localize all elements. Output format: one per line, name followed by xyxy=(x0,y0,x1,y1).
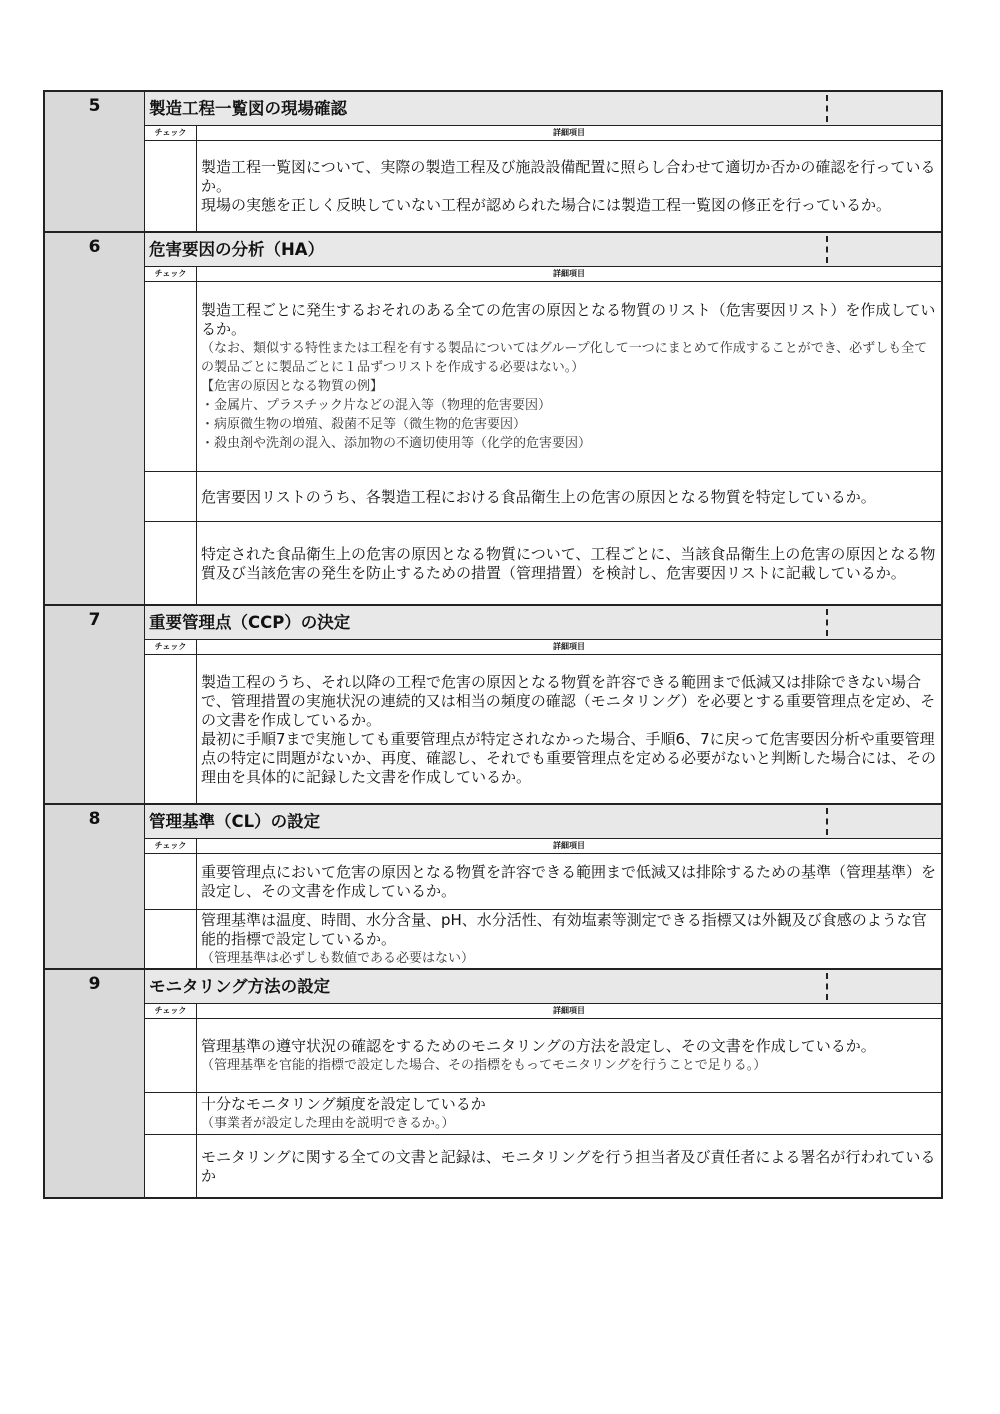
checklist-item xyxy=(145,522,941,604)
section-6 xyxy=(45,233,941,606)
check-cell[interactable] xyxy=(145,472,197,521)
check-column-header: チェック xyxy=(145,267,197,281)
check-cell[interactable] xyxy=(145,854,197,909)
checklist-item xyxy=(145,1093,941,1135)
section-title: 管理基準（CL）の設定 xyxy=(149,812,321,831)
result-cell[interactable] xyxy=(828,970,941,1003)
section-8 xyxy=(45,805,941,970)
check-cell[interactable] xyxy=(145,282,197,471)
section-title: モニタリング方法の設定 xyxy=(149,977,331,996)
check-cell[interactable] xyxy=(145,1135,197,1197)
section-number: 5 xyxy=(45,92,145,231)
check-column-header: チェック xyxy=(145,126,197,140)
checklist-item xyxy=(145,472,941,522)
item-detail-text: 製造工程一覧図について、実際の製造工程及び施設設備配置に照らし合わせて適切か否かの確認を行っているか。 現場の実態を正しく反映していない工程が認められた場合には製造工程一覧図の修正を行っているか。 xyxy=(201,158,936,214)
check-cell[interactable] xyxy=(145,522,197,604)
item-detail-text: 製造工程ごとに発生するおそれのある全ての危害の原因となる物質のリスト（危害要因リスト）を作成しているか。 xyxy=(201,301,936,338)
section-9 xyxy=(45,970,941,1197)
section-title: 製造工程一覧図の現場確認 xyxy=(149,99,347,118)
item-detail-text: 管理基準は温度、時間、水分含量、pH、水分活性、有効塩素等測定できる指標又は外観及び食感のような官能的指標で設定しているか。 xyxy=(201,911,927,948)
checklist-item xyxy=(145,1135,941,1197)
check-cell[interactable] xyxy=(145,910,197,968)
check-cell[interactable] xyxy=(145,655,197,803)
section-number: 9 xyxy=(45,970,145,1197)
result-cell[interactable] xyxy=(828,233,941,266)
detail-column-header: 詳細項目 xyxy=(553,128,585,137)
section-title: 重要管理点（CCP）の決定 xyxy=(149,613,351,632)
detail-column-header: 詳細項目 xyxy=(553,1006,585,1015)
result-cell[interactable] xyxy=(828,805,941,838)
result-cell[interactable] xyxy=(828,92,941,125)
item-detail-text: 重要管理点において危害の原因となる物質を許容できる範囲まで低減又は排除するための基準（管理基準）を設定し、その文書を作成しているか。 xyxy=(201,863,937,900)
item-detail-text: 危害要因リストのうち、各製造工程における食品衛生上の危害の原因となる物質を特定しているか。 xyxy=(201,487,876,506)
check-cell[interactable] xyxy=(145,141,197,231)
item-detail-text: 製造工程のうち、それ以降の工程で危害の原因となる物質を許容できる範囲まで低減又は排除できない場合で、管理措置の実施状況の連続的又は相当の頻度の確認（モニタリング）を必要とする重要管理点を定め、その文書を作成しているか。 最初に手順7まで実施しても重要管理点が特定されなかった場合、手順6、7に戻って危害要因分析や重要管理点の特定に問題がないか、再度、確認し、それでも重要管理点を定める必要がないと判断した場合には、その理由を具体的に記録した文書を作成しているか。 xyxy=(201,672,937,786)
item-detail-text: 管理基準の遵守状況の確認をするためのモニタリングの方法を設定し、その文書を作成しているか。 xyxy=(201,1037,876,1055)
section-number: 7 xyxy=(45,606,145,803)
checklist-item xyxy=(145,910,941,968)
section-number: 6 xyxy=(45,233,145,604)
section-title: 危害要因の分析（HA） xyxy=(149,240,325,259)
item-note-text: （管理基準を官能的指標で設定した場合、その指標をもってモニタリングを行うことで足りる。） xyxy=(201,1058,767,1073)
checklist-item xyxy=(145,854,941,910)
detail-column-header: 詳細項目 xyxy=(553,642,585,651)
checklist-item xyxy=(145,1019,941,1093)
checklist-item xyxy=(145,655,941,803)
check-cell[interactable] xyxy=(145,1019,197,1092)
item-note-text: （管理基準は必ずしも数値である必要はない） xyxy=(201,951,475,966)
item-detail-text: 特定された食品衛生上の危害の原因となる物質について、工程ごとに、当該食品衛生上の危害の原因となる物質及び当該危害の発生を防止するための措置（管理措置）を検討し、危害要因リストに記載しているか。 xyxy=(201,544,936,582)
check-cell[interactable] xyxy=(145,1093,197,1134)
detail-column-header: 詳細項目 xyxy=(553,269,585,278)
item-detail-text: モニタリングに関する全ての文書と記録は、モニタリングを行う担当者及び責任者による署名が行われているか xyxy=(201,1147,936,1185)
detail-column-header: 詳細項目 xyxy=(553,841,585,850)
item-note-text: （事業者が設定した理由を説明できるか。） xyxy=(201,1116,455,1131)
item-detail-text: 十分なモニタリング頻度を設定しているか xyxy=(201,1095,486,1113)
section-number: 8 xyxy=(45,805,145,968)
checklist-item xyxy=(145,141,941,231)
checklist-item xyxy=(145,282,941,472)
item-note-text: （なお、類似する特性または工程を有する製品についてはグループ化して一つにまとめて作成することができ、必ずしも全ての製品ごとに製品ごとに１品ずつリストを作成する必要はない。） 【危害の原因となる物質の例】 ・金属片、プラスチック片などの混入等（物理的危害要因） ・病原微生物の増殖、殺菌不足等（微生物的危害要因） ・殺虫剤や洗剤の混入、添加物の不適切使用等（化学的危害要因） xyxy=(201,341,928,451)
check-column-header: チェック xyxy=(145,1004,197,1018)
section-7 xyxy=(45,606,941,805)
section-5 xyxy=(45,92,941,233)
result-cell[interactable] xyxy=(828,606,941,639)
checklist-table xyxy=(43,90,943,1199)
check-column-header: チェック xyxy=(145,839,197,853)
check-column-header: チェック xyxy=(145,640,197,654)
